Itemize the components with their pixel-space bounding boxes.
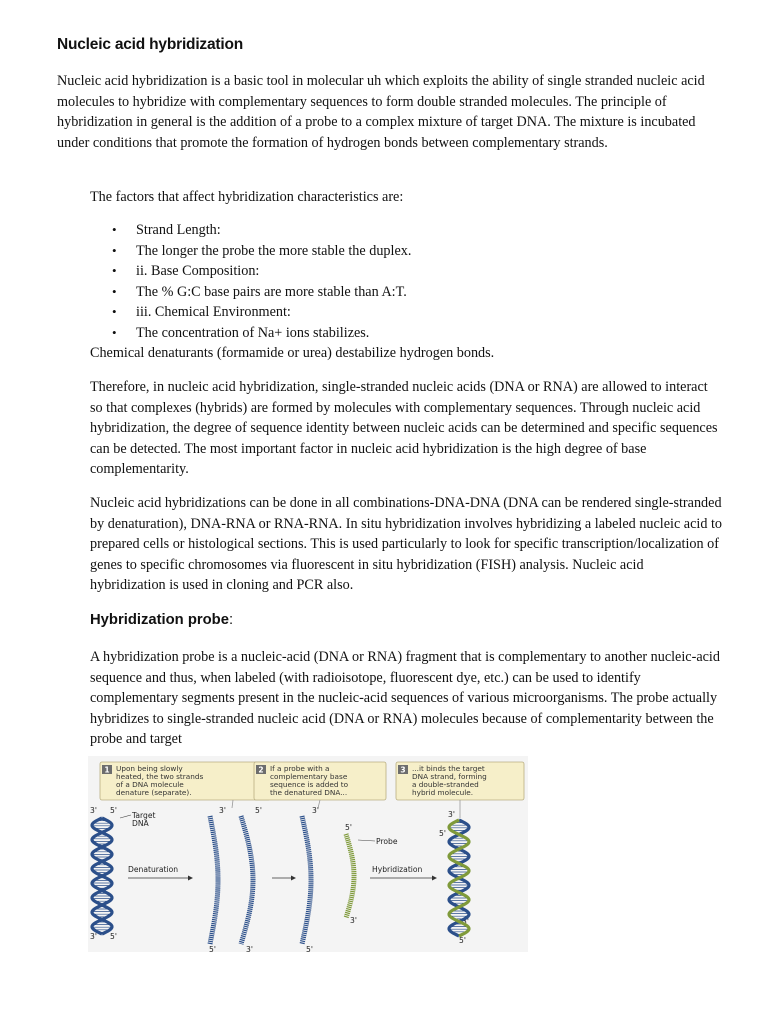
intro-paragraph: Nucleic acid hybridization is a basic tool in molecular uh which exploits the ability of single stranded nucleic acid molecules to hybridize with complementary sequences to form double stranded molecules. The principle of hybridization in general is the addition of a probe to a complex mixture of target DNA. The mixture is incubated under conditions that promote the formation of hydrogen bonds between complementary strands. bbox=[57, 73, 705, 151]
combinations-paragraph: Nucleic acid hybridizations can be done in all combinations-DNA-DNA (DNA can be rendered single-stranded by denaturation), DNA-RNA or RNA-RNA. In situ hybridization involves hybridizing a labeled nucleic acid to prepared cells or histological sections. This is used particularly to look for specific transcription/localization of genes to specific chromosomes via fluorescent in situ hybridization (FISH) analysis. Nucleic acid hybridization is used in cloning and PCR also. bbox=[90, 495, 722, 593]
step-number-3: 3 bbox=[400, 765, 406, 775]
section-heading-colon: : bbox=[228, 612, 234, 628]
label-3prime-hybrid-top: 3' bbox=[448, 810, 455, 819]
hybridization-diagram bbox=[88, 756, 528, 952]
list-item bbox=[90, 323, 710, 344]
bullet-icon: • bbox=[112, 242, 117, 258]
step-1-line-2: heated, the two strands bbox=[116, 772, 204, 781]
step-2-line-1: If a probe with a bbox=[270, 764, 330, 773]
label-target: Target bbox=[132, 811, 156, 820]
list-item bbox=[90, 261, 710, 282]
step-2-line-3: sequence is added to bbox=[270, 780, 349, 789]
step-box-1 bbox=[100, 762, 270, 800]
label-3prime-bottom-left: 3' bbox=[90, 932, 97, 941]
list-item bbox=[90, 241, 710, 262]
list-item bbox=[90, 220, 710, 241]
label-3prime-strand-b: 3' bbox=[246, 945, 253, 952]
bullet-icon: • bbox=[112, 304, 117, 319]
step-1-line-1: Upon being slowly bbox=[116, 764, 183, 773]
factors-intro: The factors that affect hybridization characteristics are: bbox=[90, 189, 404, 205]
probe-paragraph: A hybridization probe is a nucleic-acid (DNA or RNA) fragment that is complementary to another nucleic-acid sequence and thus, when labeled (with radioisotope, fluorescent dye, etc.) can be used to identify complementary segments present in the nucleic-acid sequences of various microorganisms. The probe actually hybridizes to single-stranded nucleic acid (DNA or RNA) molecules because of complementarity between the probe and target bbox=[90, 649, 720, 747]
step-1-line-3: of a DNA molecule bbox=[116, 780, 184, 789]
list-item-text: The concentration of Na+ ions stabilizes. bbox=[136, 324, 370, 341]
label-5prime-hybrid-top: 5' bbox=[439, 829, 446, 838]
step-box-2 bbox=[254, 762, 386, 800]
bullet-icon: • bbox=[112, 283, 117, 299]
list-item-text: Strand Length: bbox=[136, 222, 221, 238]
label-5prime-bottom-left: 5' bbox=[110, 932, 117, 941]
step-3-line-4: hybrid molecule. bbox=[412, 788, 474, 797]
label-3prime-top-left: 3' bbox=[90, 806, 97, 815]
list-item bbox=[90, 282, 710, 303]
step-3-line-2: DNA strand, forming bbox=[412, 772, 487, 781]
bullet-icon: • bbox=[112, 222, 117, 237]
step-3-line-1: ...it binds the target bbox=[412, 764, 485, 773]
label-5prime-strand-b: 5' bbox=[255, 806, 262, 815]
label-5prime-probe: 5' bbox=[345, 823, 352, 832]
label-denaturation: Denaturation bbox=[128, 865, 179, 874]
label-3prime-probe: 3' bbox=[350, 916, 357, 925]
section-heading bbox=[90, 609, 233, 631]
bullet-icon: • bbox=[112, 324, 117, 340]
hybridization-paragraph: Therefore, in nucleic acid hybridization, single-stranded nucleic acids (DNA or RNA) are allowed to interact so that complexes (hybrids) are formed by molecules with complementary sequences. Through nucleic acid hybridization, the degree of sequence identity between nucleic acids can be determined and specific sequences can be detected. The most important factor in nucleic acid hybridization is the high degree of base complementarity. bbox=[90, 379, 718, 477]
list-item-text: The % G:C base pairs are more stable than A:T. bbox=[136, 283, 407, 300]
label-5prime-strand-a: 5' bbox=[209, 945, 216, 952]
label-3prime-strand-a: 3' bbox=[219, 806, 226, 815]
step-1-line-4: denature (separate). bbox=[116, 788, 192, 797]
list-item-text: iii. Chemical Environment: bbox=[136, 304, 291, 320]
label-3prime-strand-c: 3' bbox=[312, 806, 319, 815]
section-heading-text: Hybridization probe bbox=[90, 612, 229, 628]
label-5prime-strand-c: 5' bbox=[306, 945, 313, 952]
bullet-icon: • bbox=[112, 263, 117, 278]
list-item-text: ii. Base Composition: bbox=[136, 263, 260, 279]
label-probe: Probe bbox=[376, 837, 398, 846]
label-5prime-hybrid-bottom: 5' bbox=[459, 936, 466, 945]
step-box-3 bbox=[396, 762, 524, 800]
denaturants-note: Chemical denaturants (formamide or urea) destabilize hydrogen bonds. bbox=[90, 345, 495, 361]
list-item-text: The longer the probe the more stable the duplex. bbox=[136, 242, 412, 259]
list-item bbox=[90, 302, 710, 323]
step-2-line-2: complementary base bbox=[270, 772, 348, 781]
label-3prime-hybrid-mid: 3' bbox=[462, 917, 469, 926]
step-number-2: 2 bbox=[258, 765, 264, 775]
step-2-line-4: the denatured DNA... bbox=[270, 788, 348, 797]
label-dna: DNA bbox=[132, 819, 149, 828]
step-3-line-3: a double-stranded bbox=[412, 780, 479, 789]
label-hybridization: Hybridization bbox=[372, 865, 423, 874]
page-title: Nucleic acid hybridization bbox=[57, 36, 244, 53]
label-5prime-top-left: 5' bbox=[110, 806, 117, 815]
hybridization-diagram-svg bbox=[88, 756, 528, 952]
factors-list bbox=[90, 220, 710, 343]
step-number-1: 1 bbox=[104, 765, 110, 775]
